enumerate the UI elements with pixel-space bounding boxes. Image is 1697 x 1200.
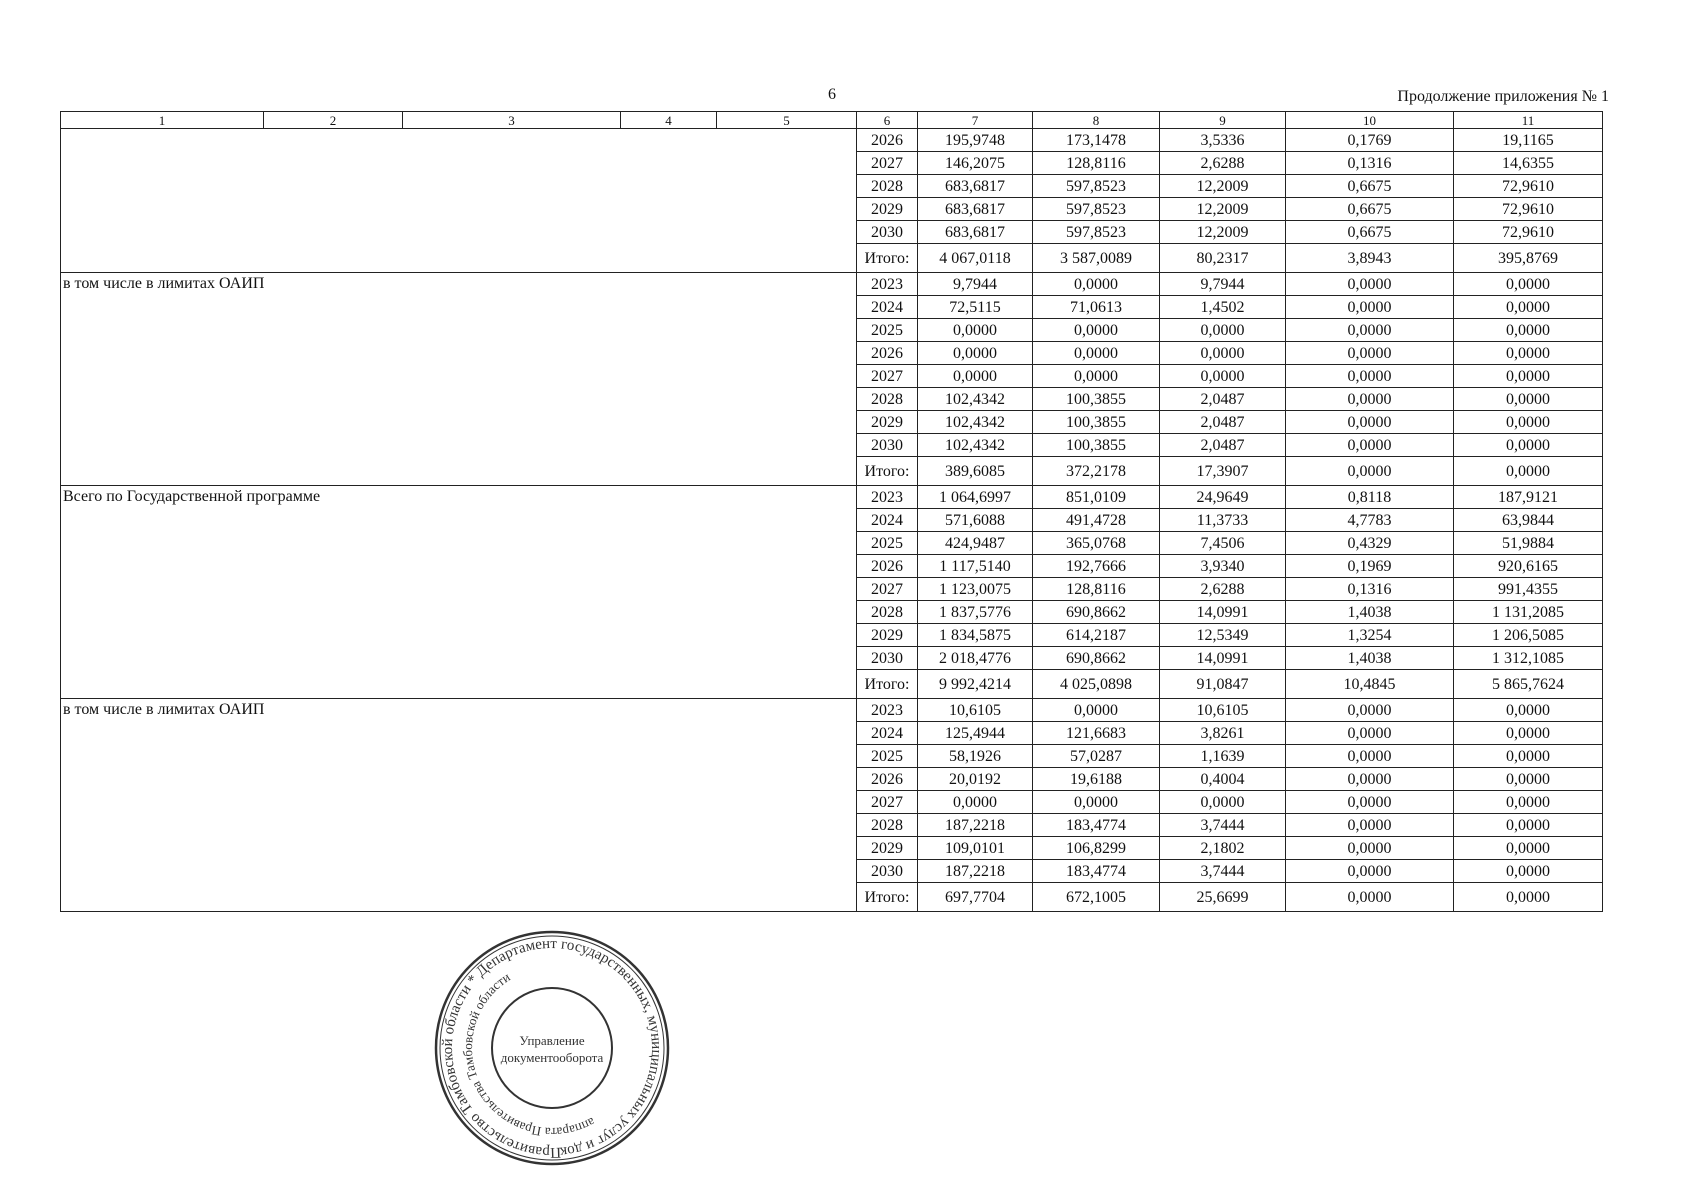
year-cell: 2026 [857,768,918,791]
value-cell-col9: 3,9340 [1160,555,1286,578]
year-cell: 2028 [857,175,918,198]
value-cell-col11: 72,9610 [1454,221,1603,244]
year-cell: 2027 [857,152,918,175]
section-label: в том числе в лимитах ОАИП [61,699,857,912]
value-cell-col8: 614,2187 [1033,624,1160,647]
header-col-8: 8 [1033,112,1160,129]
value-cell-col9: 24,9649 [1160,486,1286,509]
stamp-outer-text: Правительство Тамбовской области * Департамент государственных, муниципальных услуг и документооборота [439,935,665,1161]
value-cell-col10: 1,3254 [1286,624,1454,647]
year-cell: 2025 [857,319,918,342]
year-cell: 2025 [857,745,918,768]
value-cell-col9: 2,1802 [1160,837,1286,860]
value-cell-col7: 0,0000 [918,342,1033,365]
value-cell-col7: 72,5115 [918,296,1033,319]
value-cell-col11: 0,0000 [1454,860,1603,883]
year-cell: 2026 [857,129,918,152]
value-cell-col7: 1 064,6997 [918,486,1033,509]
value-cell-col10: 0,6675 [1286,198,1454,221]
value-cell-col9: 0,0000 [1160,791,1286,814]
year-cell: 2026 [857,555,918,578]
value-cell-col11: 0,0000 [1454,745,1603,768]
value-cell-col11: 0,0000 [1454,814,1603,837]
value-cell-col7: 102,4342 [918,434,1033,457]
value-cell-col8: 183,4774 [1033,860,1160,883]
value-cell-col7: 697,7704 [918,883,1033,912]
value-cell-col10: 0,0000 [1286,342,1454,365]
header-col-6: 6 [857,112,918,129]
value-cell-col9: 12,2009 [1160,198,1286,221]
value-cell-col7: 9 992,4214 [918,670,1033,699]
value-cell-col8: 57,0287 [1033,745,1160,768]
value-cell-col10: 0,0000 [1286,457,1454,486]
value-cell-col10: 0,1316 [1286,152,1454,175]
section-label: в том числе в лимитах ОАИП [61,273,857,486]
year-cell: 2030 [857,860,918,883]
header-col-2: 2 [264,112,403,129]
value-cell-col10: 0,6675 [1286,221,1454,244]
value-cell-col7: 187,2218 [918,860,1033,883]
header-col-7: 7 [918,112,1033,129]
value-cell-col7: 146,2075 [918,152,1033,175]
value-cell-col7: 0,0000 [918,365,1033,388]
value-cell-col10: 0,0000 [1286,296,1454,319]
value-cell-col10: 1,4038 [1286,647,1454,670]
value-cell-col10: 0,0000 [1286,434,1454,457]
value-cell-col7: 20,0192 [918,768,1033,791]
value-cell-col11: 72,9610 [1454,175,1603,198]
value-cell-col8: 690,8662 [1033,647,1160,670]
year-cell: 2024 [857,296,918,319]
value-cell-col8: 3 587,0089 [1033,244,1160,273]
value-cell-col8: 672,1005 [1033,883,1160,912]
value-cell-col8: 372,2178 [1033,457,1160,486]
value-cell-col8: 0,0000 [1033,791,1160,814]
value-cell-col10: 0,1769 [1286,129,1454,152]
value-cell-col11: 0,0000 [1454,434,1603,457]
value-cell-col11: 51,9884 [1454,532,1603,555]
value-cell-col7: 1 837,5776 [918,601,1033,624]
year-cell: Итого: [857,883,918,912]
year-cell: 2025 [857,532,918,555]
year-cell: 2029 [857,198,918,221]
value-cell-col9: 11,3733 [1160,509,1286,532]
continuation-title: Продолжение приложения № 1 [1397,88,1609,105]
year-cell: 2027 [857,578,918,601]
value-cell-col7: 10,6105 [918,699,1033,722]
table-row [61,129,1603,152]
value-cell-col9: 17,3907 [1160,457,1286,486]
value-cell-col9: 2,6288 [1160,578,1286,601]
value-cell-col9: 3,8261 [1160,722,1286,745]
value-cell-col9: 0,4004 [1160,768,1286,791]
value-cell-col11: 1 312,1085 [1454,647,1603,670]
value-cell-col7: 0,0000 [918,791,1033,814]
value-cell-col9: 0,0000 [1160,342,1286,365]
value-cell-col10: 0,1316 [1286,578,1454,601]
page-number: 6 [828,86,836,103]
value-cell-col9: 3,7444 [1160,860,1286,883]
value-cell-col11: 72,9610 [1454,198,1603,221]
value-cell-col9: 3,5336 [1160,129,1286,152]
value-cell-col11: 0,0000 [1454,457,1603,486]
header-row [61,112,1603,129]
value-cell-col9: 2,6288 [1160,152,1286,175]
value-cell-col8: 491,4728 [1033,509,1160,532]
value-cell-col7: 4 067,0118 [918,244,1033,273]
value-cell-col10: 0,0000 [1286,745,1454,768]
table-row [61,699,1603,722]
header-col-4: 4 [621,112,717,129]
value-cell-col11: 1 131,2085 [1454,601,1603,624]
value-cell-col10: 4,7783 [1286,509,1454,532]
value-cell-col8: 100,3855 [1033,434,1160,457]
value-cell-col7: 683,6817 [918,221,1033,244]
value-cell-col8: 183,4774 [1033,814,1160,837]
value-cell-col9: 3,7444 [1160,814,1286,837]
year-cell: 2030 [857,221,918,244]
value-cell-col8: 121,6683 [1033,722,1160,745]
stamp-center-line2: документооборота [500,1050,604,1065]
year-cell: 2026 [857,342,918,365]
year-cell: 2028 [857,814,918,837]
value-cell-col8: 100,3855 [1033,411,1160,434]
year-cell: Итого: [857,244,918,273]
year-cell: 2027 [857,365,918,388]
value-cell-col7: 0,0000 [918,319,1033,342]
official-seal-stamp [432,928,672,1168]
value-cell-col9: 14,0991 [1160,601,1286,624]
value-cell-col10: 0,0000 [1286,860,1454,883]
value-cell-col9: 12,5349 [1160,624,1286,647]
value-cell-col8: 690,8662 [1033,601,1160,624]
value-cell-col11: 19,1165 [1454,129,1603,152]
year-cell: 2024 [857,509,918,532]
year-cell: 2023 [857,699,918,722]
value-cell-col9: 12,2009 [1160,175,1286,198]
table-row [61,486,1603,509]
value-cell-col8: 597,8523 [1033,198,1160,221]
value-cell-col11: 0,0000 [1454,768,1603,791]
budget-table [60,111,1603,912]
year-cell: 2029 [857,624,918,647]
year-cell: 2030 [857,434,918,457]
value-cell-col8: 597,8523 [1033,221,1160,244]
value-cell-col8: 19,6188 [1033,768,1160,791]
section-label [61,129,857,273]
value-cell-col11: 0,0000 [1454,273,1603,296]
year-cell: 2029 [857,837,918,860]
value-cell-col8: 0,0000 [1033,273,1160,296]
year-cell: Итого: [857,457,918,486]
value-cell-col11: 1 206,5085 [1454,624,1603,647]
value-cell-col11: 991,4355 [1454,578,1603,601]
year-cell: 2028 [857,388,918,411]
value-cell-col9: 0,0000 [1160,365,1286,388]
value-cell-col10: 0,0000 [1286,883,1454,912]
header-col-9: 9 [1160,112,1286,129]
value-cell-col7: 1 834,5875 [918,624,1033,647]
value-cell-col10: 0,0000 [1286,768,1454,791]
value-cell-col10: 10,4845 [1286,670,1454,699]
value-cell-col7: 683,6817 [918,198,1033,221]
value-cell-col8: 597,8523 [1033,175,1160,198]
value-cell-col7: 102,4342 [918,388,1033,411]
value-cell-col7: 424,9487 [918,532,1033,555]
value-cell-col11: 5 865,7624 [1454,670,1603,699]
value-cell-col7: 125,4944 [918,722,1033,745]
year-cell: 2023 [857,486,918,509]
value-cell-col7: 195,9748 [918,129,1033,152]
value-cell-col9: 14,0991 [1160,647,1286,670]
value-cell-col10: 1,4038 [1286,601,1454,624]
value-cell-col8: 851,0109 [1033,486,1160,509]
value-cell-col11: 0,0000 [1454,699,1603,722]
value-cell-col10: 0,0000 [1286,791,1454,814]
value-cell-col11: 0,0000 [1454,837,1603,860]
value-cell-col11: 14,6355 [1454,152,1603,175]
value-cell-col7: 58,1926 [918,745,1033,768]
value-cell-col9: 1,4502 [1160,296,1286,319]
value-cell-col8: 192,7666 [1033,555,1160,578]
value-cell-col8: 71,0613 [1033,296,1160,319]
year-cell: 2029 [857,411,918,434]
year-cell: Итого: [857,670,918,699]
header-col-5: 5 [717,112,857,129]
value-cell-col11: 0,0000 [1454,883,1603,912]
value-cell-col11: 187,9121 [1454,486,1603,509]
value-cell-col10: 0,0000 [1286,722,1454,745]
value-cell-col8: 128,8116 [1033,578,1160,601]
year-cell: 2023 [857,273,918,296]
year-cell: 2027 [857,791,918,814]
value-cell-col10: 0,0000 [1286,365,1454,388]
value-cell-col8: 173,1478 [1033,129,1160,152]
value-cell-col8: 0,0000 [1033,342,1160,365]
value-cell-col10: 0,6675 [1286,175,1454,198]
value-cell-col7: 1 117,5140 [918,555,1033,578]
value-cell-col9: 7,4506 [1160,532,1286,555]
value-cell-col8: 0,0000 [1033,699,1160,722]
value-cell-col7: 187,2218 [918,814,1033,837]
value-cell-col11: 0,0000 [1454,365,1603,388]
header-col-10: 10 [1286,112,1454,129]
value-cell-col10: 0,0000 [1286,699,1454,722]
value-cell-col8: 0,0000 [1033,319,1160,342]
value-cell-col11: 0,0000 [1454,296,1603,319]
value-cell-col11: 0,0000 [1454,319,1603,342]
value-cell-col7: 1 123,0075 [918,578,1033,601]
value-cell-col9: 2,0487 [1160,434,1286,457]
value-cell-col7: 109,0101 [918,837,1033,860]
value-cell-col9: 25,6699 [1160,883,1286,912]
value-cell-col7: 571,6088 [918,509,1033,532]
value-cell-col8: 100,3855 [1033,388,1160,411]
section-label: Всего по Государственной программе [61,486,857,699]
value-cell-col9: 91,0847 [1160,670,1286,699]
year-cell: 2030 [857,647,918,670]
value-cell-col11: 0,0000 [1454,342,1603,365]
value-cell-col11: 0,0000 [1454,388,1603,411]
value-cell-col10: 0,0000 [1286,273,1454,296]
value-cell-col8: 365,0768 [1033,532,1160,555]
value-cell-col9: 9,7944 [1160,273,1286,296]
value-cell-col10: 0,0000 [1286,388,1454,411]
value-cell-col10: 0,0000 [1286,411,1454,434]
value-cell-col8: 128,8116 [1033,152,1160,175]
value-cell-col10: 0,0000 [1286,837,1454,860]
value-cell-col10: 0,0000 [1286,319,1454,342]
value-cell-col9: 2,0487 [1160,411,1286,434]
value-cell-col8: 106,8299 [1033,837,1160,860]
value-cell-col10: 3,8943 [1286,244,1454,273]
year-cell: 2024 [857,722,918,745]
stamp-inner-text: аппарата Правительства Тамбовской области [459,969,598,1141]
table-row [61,273,1603,296]
header-col-3: 3 [403,112,621,129]
value-cell-col9: 10,6105 [1160,699,1286,722]
value-cell-col8: 0,0000 [1033,365,1160,388]
value-cell-col8: 4 025,0898 [1033,670,1160,699]
value-cell-col11: 0,0000 [1454,722,1603,745]
value-cell-col11: 395,8769 [1454,244,1603,273]
value-cell-col9: 2,0487 [1160,388,1286,411]
value-cell-col9: 1,1639 [1160,745,1286,768]
value-cell-col7: 2 018,4776 [918,647,1033,670]
year-cell: 2028 [857,601,918,624]
value-cell-col7: 389,6085 [918,457,1033,486]
value-cell-col11: 0,0000 [1454,791,1603,814]
value-cell-col9: 0,0000 [1160,319,1286,342]
header-col-11: 11 [1454,112,1603,129]
value-cell-col10: 0,1969 [1286,555,1454,578]
value-cell-col10: 0,4329 [1286,532,1454,555]
value-cell-col10: 0,0000 [1286,814,1454,837]
header-col-1: 1 [61,112,264,129]
value-cell-col11: 63,9844 [1454,509,1603,532]
value-cell-col7: 683,6817 [918,175,1033,198]
value-cell-col9: 80,2317 [1160,244,1286,273]
value-cell-col9: 12,2009 [1160,221,1286,244]
value-cell-col11: 920,6165 [1454,555,1603,578]
value-cell-col11: 0,0000 [1454,411,1603,434]
stamp-center-line1: Управление [519,1033,585,1048]
value-cell-col7: 9,7944 [918,273,1033,296]
value-cell-col10: 0,8118 [1286,486,1454,509]
value-cell-col7: 102,4342 [918,411,1033,434]
